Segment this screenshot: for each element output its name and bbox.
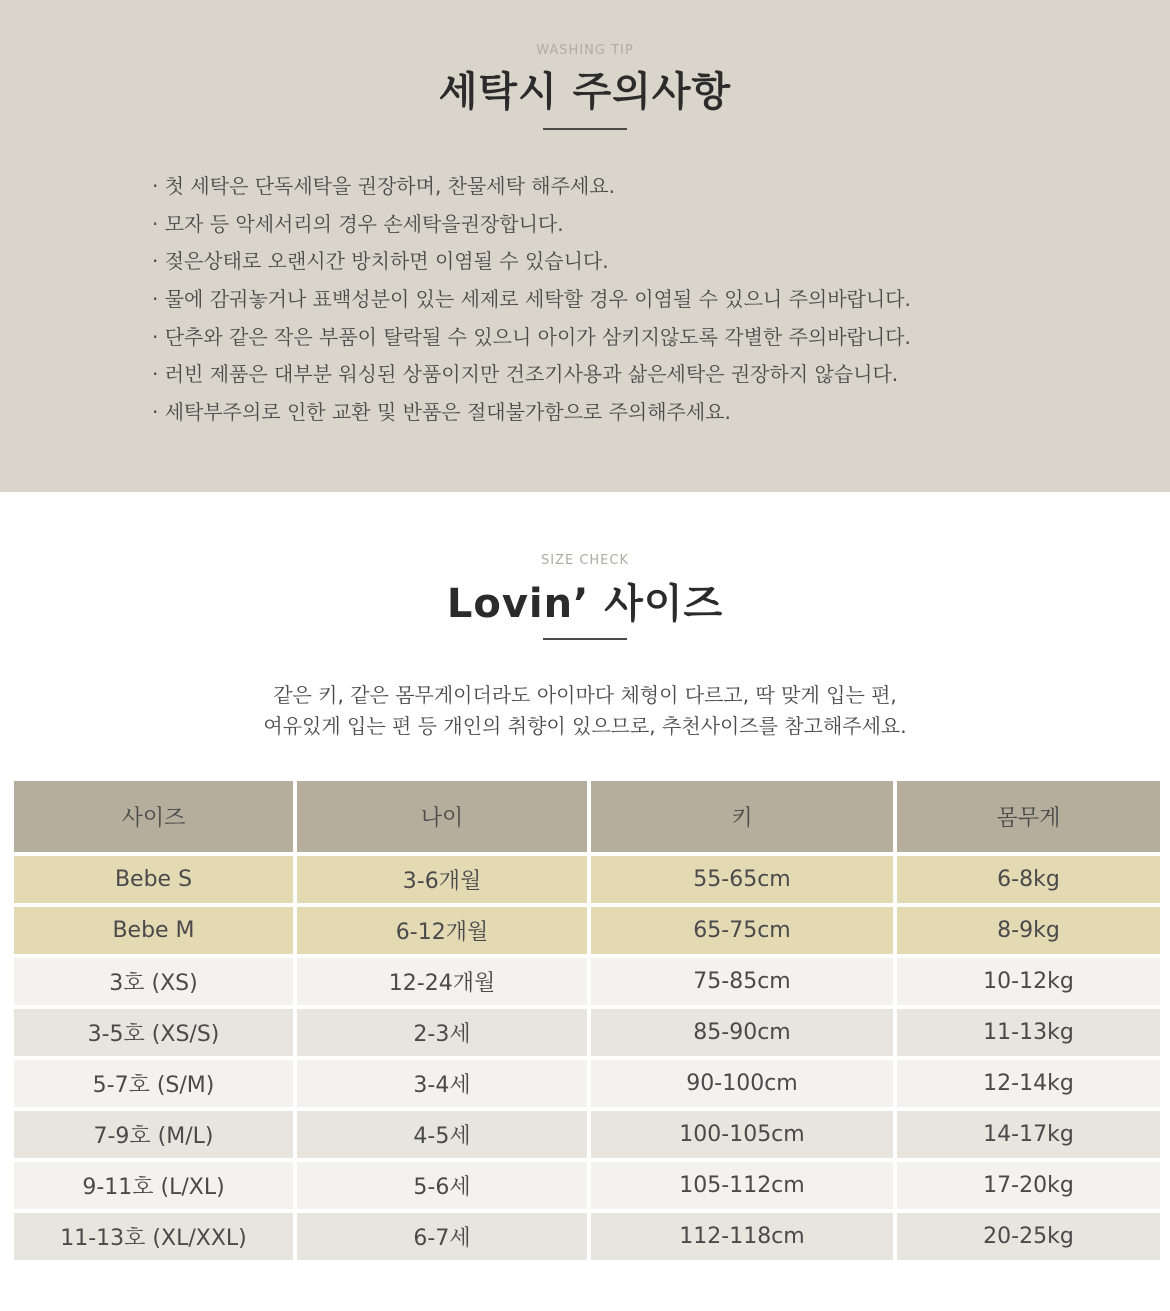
column-header-weight: 몸무게 <box>897 781 1160 852</box>
size-title: Lovin’ 사이즈 <box>446 581 724 627</box>
cell-height: 105-112cm <box>591 1162 893 1209</box>
washing-tip-section <box>0 0 1170 492</box>
washing-title: 세탁시 주의사항 <box>438 69 732 115</box>
size-intro-line: 여유있게 입는 편 등 개인의 취향이 있으므로, 추천사이즈를 참고해주세요. <box>263 714 907 738</box>
cell-weight: 12-14kg <box>897 1060 1160 1107</box>
cell-age: 4-5세 <box>297 1111 587 1158</box>
cell-size: 11-13호 (XL/XXL) <box>14 1213 293 1260</box>
table-row <box>14 1111 1160 1158</box>
washing-title-divider <box>543 128 627 130</box>
cell-weight: 17-20kg <box>897 1162 1160 1209</box>
washing-tip-item: · 단추와 같은 작은 부품이 탈락될 수 있으니 아이가 삼키지않도록 각별한 주의바랍니다. <box>152 324 911 349</box>
cell-height: 100-105cm <box>591 1111 893 1158</box>
washing-tip-item: · 세탁부주의로 인한 교환 및 반품은 절대불가함으로 주의해주세요. <box>152 400 731 425</box>
table-row <box>14 856 1160 903</box>
table-row <box>14 1009 1160 1056</box>
size-eyebrow: SIZE CHECK <box>540 553 629 568</box>
cell-weight: 10-12kg <box>897 958 1160 1005</box>
cell-height: 90-100cm <box>591 1060 893 1107</box>
washing-eyebrow: WASHING TIP <box>536 43 634 58</box>
cell-height: 75-85cm <box>591 958 893 1005</box>
cell-size: 3-5호 (XS/S) <box>14 1009 293 1056</box>
cell-age: 5-6세 <box>297 1162 587 1209</box>
cell-size: Bebe S <box>14 856 293 903</box>
washing-tip-item: · 젖은상태로 오랜시간 방치하면 이염될 수 있습니다. <box>152 249 609 274</box>
cell-height: 55-65cm <box>591 856 893 903</box>
washing-tip-item: · 첫 세탁은 단독세탁을 권장하며, 찬물세탁 해주세요. <box>152 174 615 198</box>
cell-height: 65-75cm <box>591 907 893 954</box>
cell-weight: 20-25kg <box>897 1213 1160 1260</box>
table-row <box>14 907 1160 954</box>
cell-weight: 8-9kg <box>897 907 1160 954</box>
washing-tip-item: · 물에 감궈놓거나 표백성분이 있는 세제로 세탁할 경우 이염될 수 있으니 주의바랍니다. <box>152 287 911 312</box>
table-row <box>14 1162 1160 1209</box>
cell-age: 6-12개월 <box>297 907 587 954</box>
cell-age: 3-6개월 <box>297 856 587 903</box>
size-table <box>10 777 1164 1264</box>
cell-height: 85-90cm <box>591 1009 893 1056</box>
column-header-height: 키 <box>591 781 893 852</box>
cell-size: 7-9호 (M/L) <box>14 1111 293 1158</box>
size-title-divider <box>543 638 627 640</box>
size-table-header <box>14 781 1160 852</box>
washing-tip-item: · 모자 등 악세서리의 경우 손세탁을권장합니다. <box>152 211 564 236</box>
cell-size: 5-7호 (S/M) <box>14 1060 293 1107</box>
cell-size: 3호 (XS) <box>14 958 293 1005</box>
cell-size: 9-11호 (L/XL) <box>14 1162 293 1209</box>
table-row <box>14 1060 1160 1107</box>
table-row <box>14 958 1160 1005</box>
cell-age: 6-7세 <box>297 1213 587 1260</box>
column-header-size: 사이즈 <box>14 781 293 852</box>
cell-weight: 11-13kg <box>897 1009 1160 1056</box>
column-header-age: 나이 <box>297 781 587 852</box>
cell-weight: 6-8kg <box>897 856 1160 903</box>
cell-height: 112-118cm <box>591 1213 893 1260</box>
cell-size: Bebe M <box>14 907 293 954</box>
cell-age: 2-3세 <box>297 1009 587 1056</box>
cell-weight: 14-17kg <box>897 1111 1160 1158</box>
washing-tips-list <box>152 168 1052 432</box>
table-row <box>14 1213 1160 1260</box>
cell-age: 12-24개월 <box>297 958 587 1005</box>
washing-tip-item: · 러빈 제품은 대부분 워싱된 상품이지만 건조기사용과 삶은세탁은 권장하지 않습니다. <box>152 362 899 387</box>
cell-age: 3-4세 <box>297 1060 587 1107</box>
size-intro-line: 같은 키, 같은 몸무게이더라도 아이마다 체형이 다르고, 딱 맞게 입는 편, <box>273 683 897 707</box>
